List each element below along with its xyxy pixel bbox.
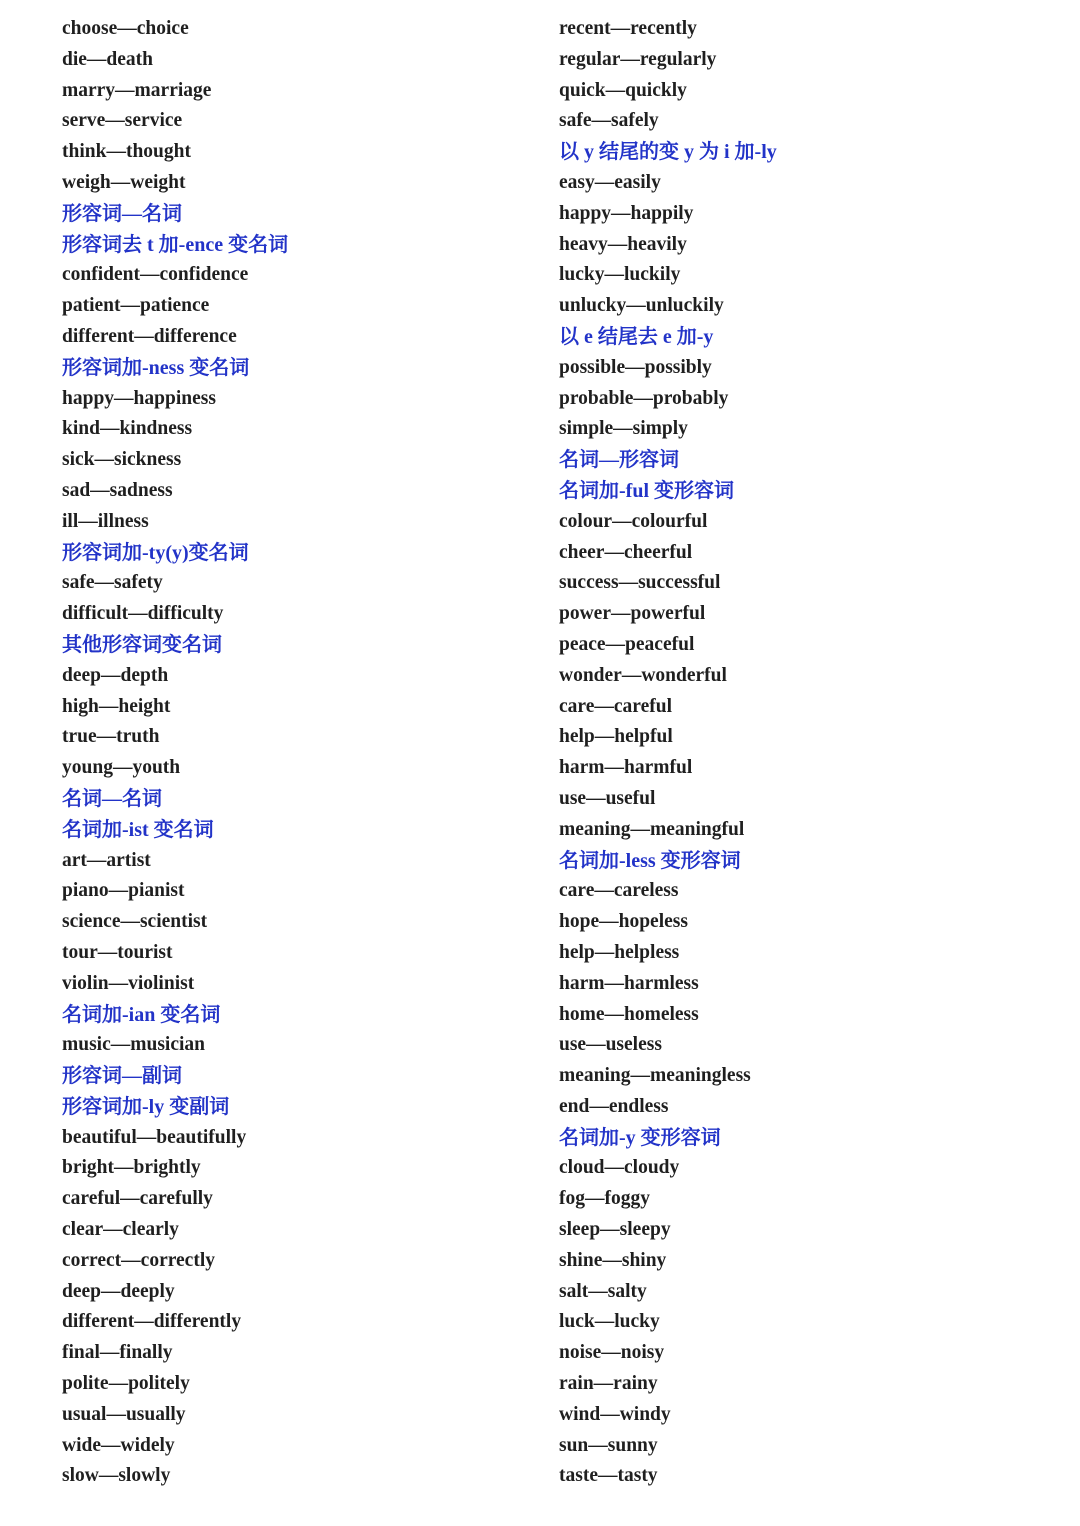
section-heading: 其他形容词变名词: [62, 633, 222, 656]
word-pair: taste—tasty: [559, 1465, 658, 1487]
word-pair: help—helpful: [559, 726, 673, 748]
word-pair: success—successful: [559, 572, 721, 594]
word-pair: probable—probably: [559, 387, 729, 409]
word-pair: cloud—cloudy: [559, 1157, 680, 1179]
word-pair: kind—kindness: [62, 418, 193, 440]
word-pair: safe—safety: [62, 572, 163, 594]
word-pair: sleep—sleepy: [559, 1219, 671, 1241]
section-heading: 名词加-less 变形容词: [559, 849, 741, 872]
word-pair: die—death: [62, 48, 154, 70]
word-pair: fog—foggy: [559, 1188, 650, 1210]
section-heading: 形容词加-ty(y)变名词: [62, 541, 249, 564]
word-pair: ill—illness: [62, 510, 149, 532]
word-pair: colour—colourful: [559, 510, 708, 532]
section-heading: 形容词加-ness 变名词: [62, 356, 250, 379]
left-word-column: [62, 14, 532, 1492]
word-pair: easy—easily: [559, 171, 661, 193]
word-pair: harm—harmless: [559, 972, 699, 994]
word-pair: hope—hopeless: [559, 911, 688, 933]
word-pair: beautiful—beautifully: [62, 1126, 247, 1148]
word-pair: polite—politely: [62, 1373, 190, 1395]
word-pair: care—careful: [559, 695, 672, 717]
word-pair: confident—confidence: [62, 264, 249, 286]
section-heading: 形容词加-ly 变副词: [62, 1095, 230, 1118]
word-pair: help—helpless: [559, 941, 680, 963]
word-pair: sick—sickness: [62, 449, 182, 471]
word-pair: young—youth: [62, 757, 181, 779]
word-pair: serve—service: [62, 110, 183, 132]
word-pair: cheer—cheerful: [559, 541, 693, 563]
section-heading: 名词加-y 变形容词: [559, 1126, 721, 1149]
word-pair: rain—rainy: [559, 1373, 658, 1395]
section-heading: 名词加-ian 变名词: [62, 1003, 221, 1026]
word-pair: science—scientist: [62, 911, 208, 933]
section-heading: 名词加-ful 变形容词: [559, 479, 734, 502]
word-pair: power—powerful: [559, 603, 706, 625]
word-pair: salt—salty: [559, 1280, 647, 1302]
word-pair: difficult—difficulty: [62, 603, 224, 625]
section-heading: 形容词—副词: [62, 1065, 182, 1088]
word-pair: end—endless: [559, 1095, 669, 1117]
word-pair: usual—usually: [62, 1403, 186, 1425]
word-pair: regular—regularly: [559, 48, 717, 70]
word-pair: noise—noisy: [559, 1342, 665, 1364]
word-pair: wide—widely: [62, 1434, 175, 1456]
word-pair: meaning—meaningful: [559, 818, 745, 840]
word-pair: luck—lucky: [559, 1311, 660, 1333]
word-pair: home—homeless: [559, 1003, 699, 1025]
section-heading: 形容词—名词: [62, 202, 182, 225]
word-pair: meaning—meaningless: [559, 1065, 751, 1087]
word-pair: sad—sadness: [62, 479, 173, 501]
word-pair: deep—depth: [62, 664, 169, 686]
word-pair: weigh—weight: [62, 171, 186, 193]
word-pair: different—differently: [62, 1311, 242, 1333]
word-pair: sun—sunny: [559, 1434, 658, 1456]
word-pair: simple—simply: [559, 418, 688, 440]
word-pair: peace—peaceful: [559, 633, 695, 655]
word-pair: piano—pianist: [62, 880, 185, 902]
word-pair: happy—happiness: [62, 387, 216, 409]
section-heading: 名词—名词: [62, 787, 162, 810]
word-pair: harm—harmful: [559, 757, 693, 779]
word-pair: happy—happily: [559, 202, 694, 224]
word-pair: violin—violinist: [62, 972, 195, 994]
word-pair: different—difference: [62, 325, 237, 347]
word-pair: choose—choice: [62, 18, 189, 39]
word-pair: use—useless: [559, 1034, 662, 1056]
word-pair: final—finally: [62, 1342, 173, 1364]
word-pair: bright—brightly: [62, 1157, 201, 1179]
right-word-column: [559, 14, 1029, 1492]
word-pair: wonder—wonderful: [559, 664, 727, 686]
word-pair: music—musician: [62, 1034, 206, 1056]
section-heading: 名词加-ist 变名词: [62, 818, 214, 841]
word-pair: care—careless: [559, 880, 679, 902]
word-pair: art—artist: [62, 849, 151, 871]
word-pair: careful—carefully: [62, 1188, 213, 1210]
word-pair: safe—safely: [559, 110, 659, 132]
word-pair: shine—shiny: [559, 1249, 667, 1271]
word-pair: patient—patience: [62, 295, 210, 317]
word-pair: deep—deeply: [62, 1280, 175, 1302]
word-pair: clear—clearly: [62, 1219, 179, 1241]
section-heading: 名词—形容词: [559, 449, 679, 472]
word-pair: lucky—luckily: [559, 264, 681, 286]
word-pair: think—thought: [62, 141, 191, 163]
section-heading: 以 y 结尾的变 y 为 i 加-ly: [559, 141, 777, 164]
section-heading: 形容词去 t 加-ence 变名词: [62, 233, 289, 256]
word-pair: true—truth: [62, 726, 160, 748]
section-heading: 以 e 结尾去 e 加-y: [559, 325, 714, 348]
word-pair: correct—correctly: [62, 1249, 216, 1271]
word-pair: recent—recently: [559, 18, 697, 39]
word-pair: slow—slowly: [62, 1465, 171, 1487]
word-pair: heavy—heavily: [559, 233, 687, 255]
word-pair: marry—marriage: [62, 79, 212, 101]
word-pair: unlucky—unluckily: [559, 295, 724, 317]
word-pair: possible—possibly: [559, 356, 712, 378]
word-pair: high—height: [62, 695, 171, 717]
word-pair: wind—windy: [559, 1403, 671, 1425]
word-pair: tour—tourist: [62, 941, 173, 963]
word-pair: use—useful: [559, 787, 656, 809]
word-pair: quick—quickly: [559, 79, 687, 101]
